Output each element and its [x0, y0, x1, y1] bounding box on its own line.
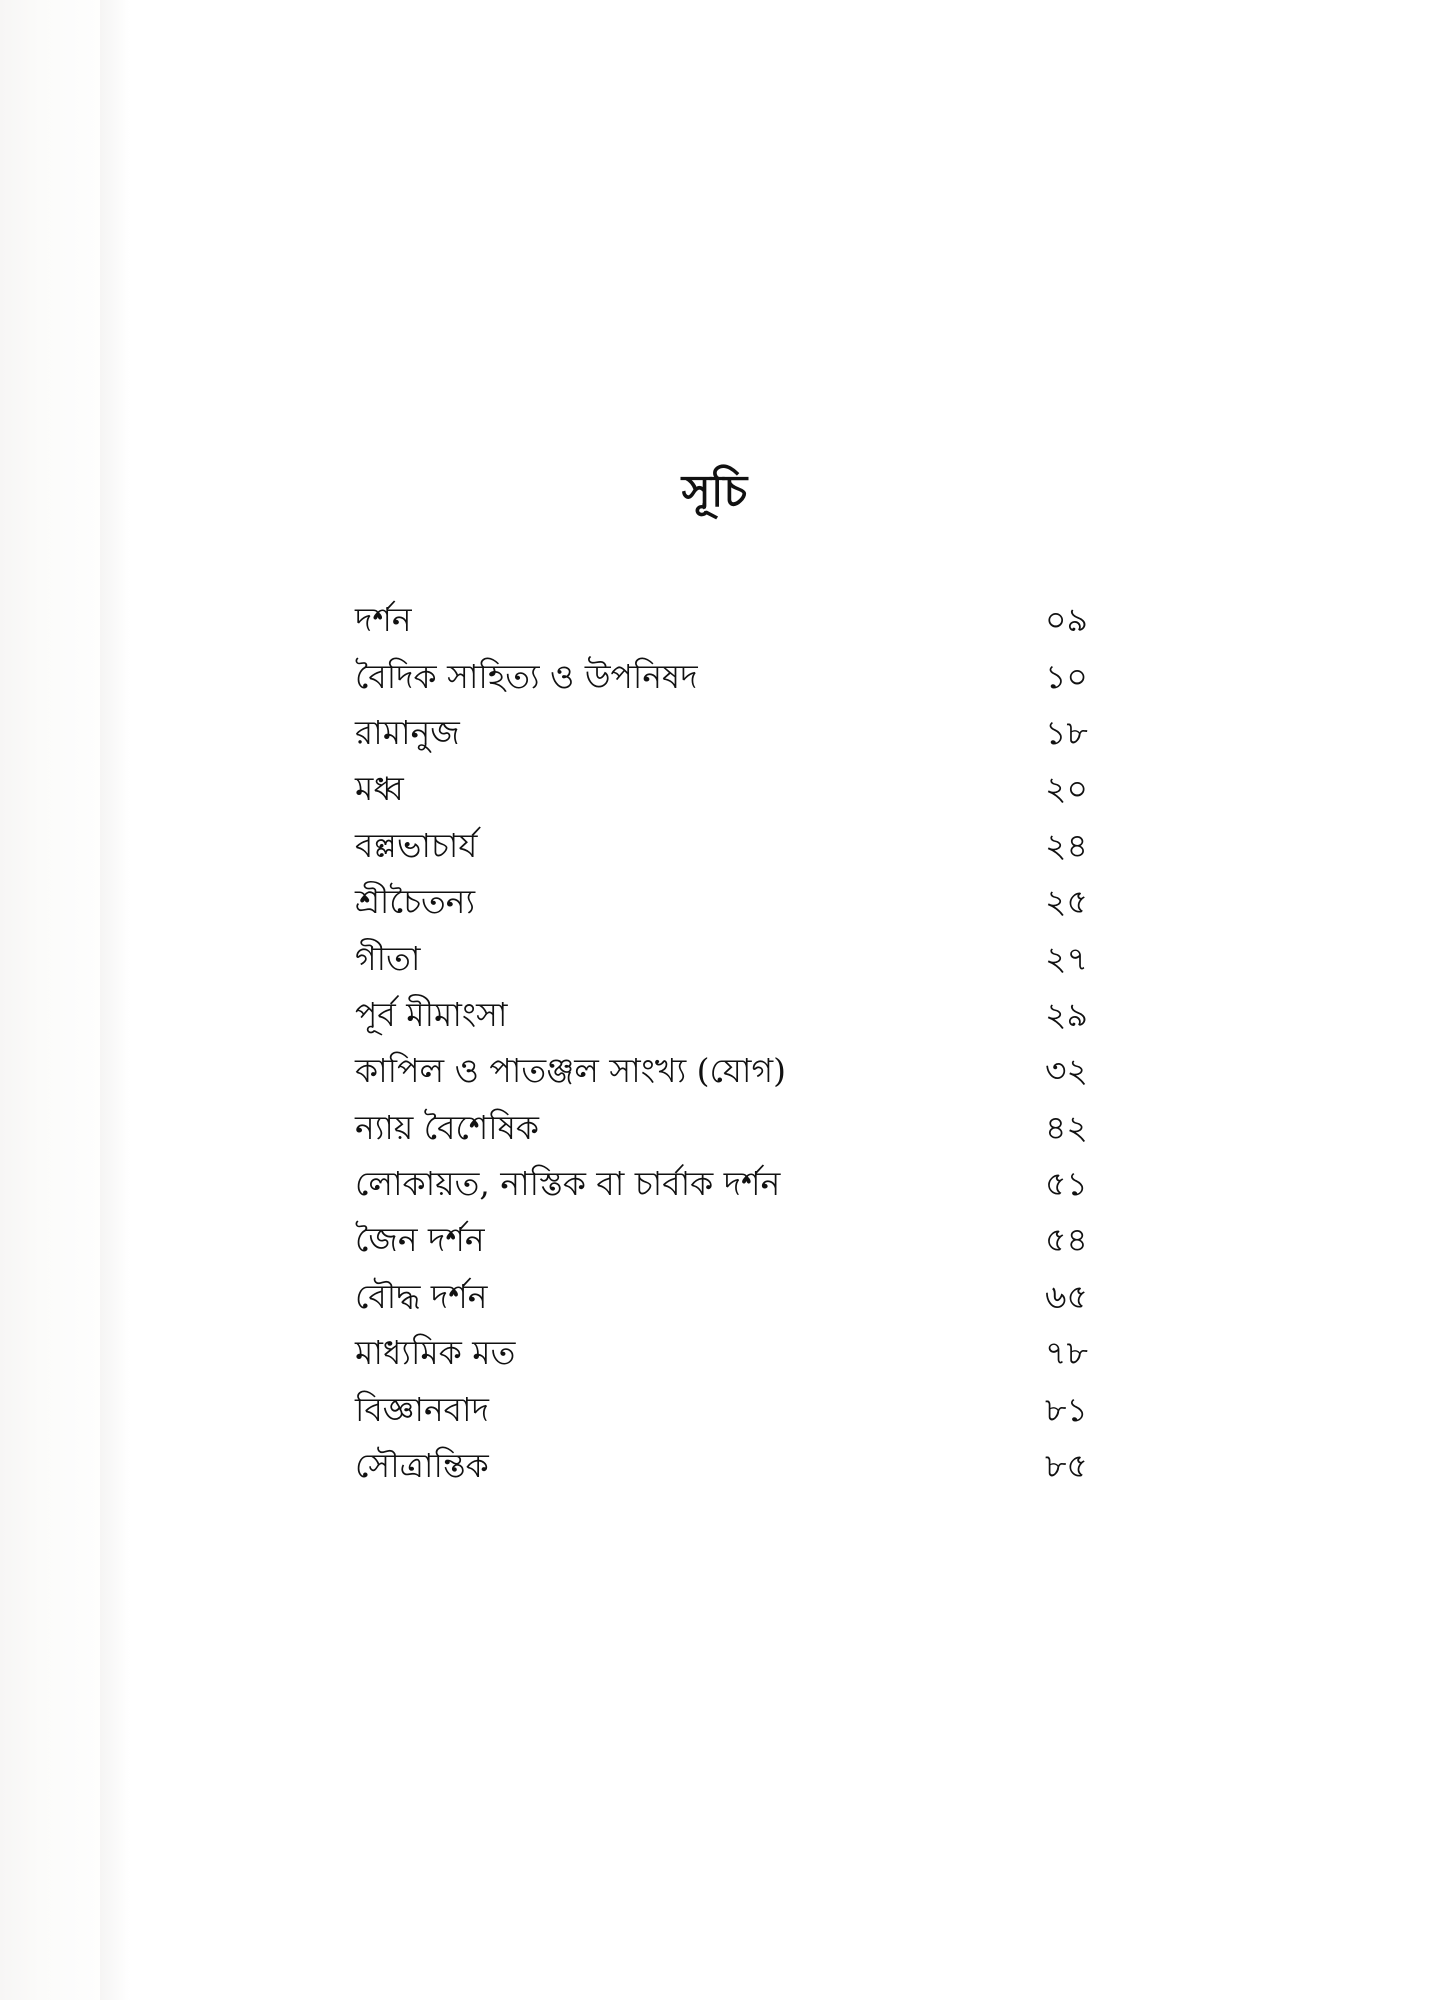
toc-entry-title: কাপিল ও পাতঞ্জল সাংখ্য (যোগ)	[355, 1051, 787, 1091]
toc-entry-page-number: ২৪	[1045, 825, 1088, 865]
toc-entry-3	[355, 705, 1135, 761]
toc-entry-title: রামানুজ	[355, 712, 460, 752]
toc-entry-page-number: ২৫	[1045, 882, 1088, 922]
toc-entry-13	[355, 1269, 1135, 1325]
toc-entry-title: বৌদ্ধ দর্শন	[355, 1276, 488, 1316]
toc-entry-title: ন্যায় বৈশেষিক	[355, 1107, 539, 1147]
toc-entry-page-number: ৪২	[1045, 1107, 1088, 1147]
toc-entry-10	[355, 1100, 1135, 1156]
toc-entry-title: লোকায়ত, নাস্তিক বা চার্বাক দর্শন	[355, 1164, 781, 1204]
toc-entry-title: মাধ্যমিক মত	[355, 1333, 516, 1373]
toc-entry-page-number: ০৯	[1045, 600, 1088, 640]
toc-entry-page-number: ৫৪	[1045, 1220, 1088, 1260]
toc-entry-title: মধ্ব	[355, 769, 404, 809]
toc-entry-page-number: ৩২	[1045, 1051, 1088, 1091]
toc-entry-title: পূর্ব মীমাংসা	[355, 994, 508, 1034]
toc-entry-page-number: ৬৫	[1045, 1276, 1088, 1316]
toc-entry-9	[355, 1043, 1135, 1099]
toc-entry-page-number: ৮৫	[1045, 1446, 1088, 1486]
toc-entry-page-number: ৫১	[1045, 1164, 1088, 1204]
page-title: সূচি	[681, 466, 748, 517]
toc-entry-6	[355, 874, 1135, 930]
toc-entry-16	[355, 1438, 1135, 1494]
toc-entry-12	[355, 1212, 1135, 1268]
toc-entry-page-number: ১০	[1045, 656, 1088, 696]
toc-entry-page-number: ১৮	[1045, 712, 1088, 752]
table-of-contents	[355, 592, 1135, 1494]
toc-entry-page-number: ৮১	[1045, 1389, 1088, 1429]
toc-entry-title: দর্শন	[355, 600, 412, 640]
toc-entry-5	[355, 818, 1135, 874]
toc-entry-title: সৌত্রান্তিক	[355, 1446, 489, 1486]
toc-entry-title: শ্রীচৈতন্য	[355, 882, 476, 922]
toc-entry-title: জৈন দর্শন	[355, 1220, 485, 1260]
toc-entry-15	[355, 1381, 1135, 1437]
toc-entry-page-number: ৭৮	[1045, 1333, 1088, 1373]
toc-entry-title: গীতা	[355, 938, 421, 978]
toc-entry-page-number: ২৭	[1045, 938, 1088, 978]
toc-entry-4	[355, 761, 1135, 817]
page-gutter-shadow	[100, 0, 130, 2000]
toc-entry-title: বৈদিক সাহিত্য ও উপনিষদ	[355, 656, 698, 696]
toc-entry-11	[355, 1156, 1135, 1212]
toc-entry-8	[355, 987, 1135, 1043]
toc-entry-page-number: ২০	[1045, 769, 1088, 809]
toc-entry-page-number: ২৯	[1045, 994, 1088, 1034]
toc-entry-title: বল্লভাচার্য	[355, 825, 478, 865]
toc-entry-2	[355, 648, 1135, 704]
toc-entry-14	[355, 1325, 1135, 1381]
toc-entry-title: বিজ্ঞানবাদ	[355, 1389, 489, 1429]
toc-entry-1	[355, 592, 1135, 648]
toc-entry-7	[355, 930, 1135, 986]
